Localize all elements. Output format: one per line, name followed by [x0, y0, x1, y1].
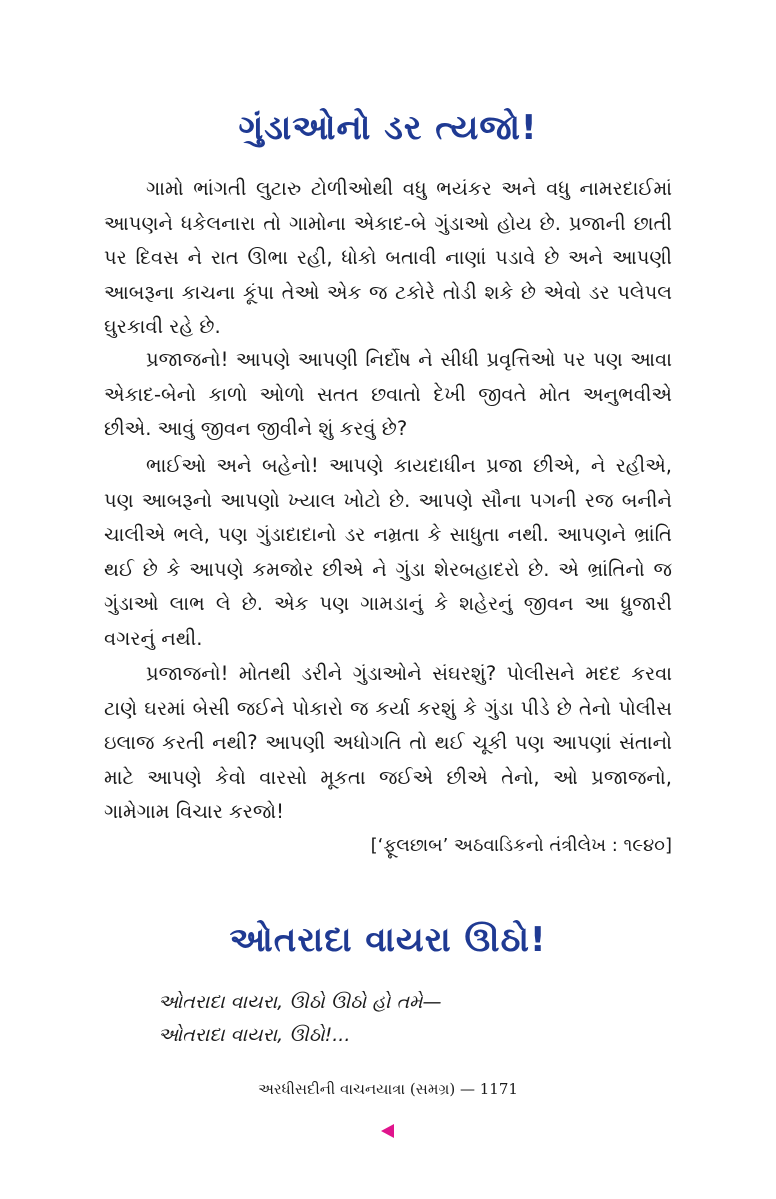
paragraph: ગામો ભાંગતી લુટારુ ટોળીઓથી વધુ ભયંકર અને વધુ નામરદાઈમાં આપણને ધકેલનારા તો ગામોના એકાદ-બે ગુંડાઓ હોય છે. પ્રજાની છાતી પર દિવસ ને રાત ઊભા રહી, ધોકો બતાવી નાણાં પડાવે છે અને આપણી આબરૂના કાચના કૂંપા તેઓ એક જ ટકોરે તોડી શકે છે એવો ડર પલેપલ ઘુરકાવી રહે છે.	[104, 177, 672, 338]
source-citation: [‘ફૂલછાબ’ અઠવાડિકનો તંત્રીલેખ : ૧૯૪૦]	[370, 835, 672, 856]
paragraph: પ્રજાજનો! આપણે આપણી નિર્દોષ ને સીધી પ્રવૃત્તિઓ પર પણ આવા એકાદ-બેનો કાળો ઓળો સતત છવાતો દેખી જીવતે મોત અનુભવીએ છીએ. આવું જીવન જીવીને શું કરવું છે?	[104, 348, 672, 440]
poem-line: ઓતરાદા વાયરા, ઊઠો ઊઠો હો તમે—	[158, 991, 442, 1013]
page-footer: અરધીસદીની વાચનયાત્રા (સમગ્ર) — 1171	[258, 1080, 518, 1098]
article-title: ગુંડાઓનો ડર ત્યજો!	[238, 108, 538, 148]
poem	[158, 986, 441, 1052]
poem-line: ઓતરાદા વાયરા, ઊઠો!...	[158, 1024, 351, 1046]
paragraph: પ્રજાજનો! મોતથી ડરીને ગુંડાઓને સંઘરશું? પોલીસને મદદ કરવા ટાણે ઘરમાં બેસી જઈને પોકારો જ કર્યા કરશું કે ગુંડા પીડે છે તેનો પોલીસ ઇલાજ કરતી નથી? આપણી અધોગતિ તો થઈ ચૂકી પણ આપણાં સંતાનો માટે આપણે કેવો વારસો મૂકતા જઈએ છીએ તેનો, ઓ પ્રજાજનો, ગામેગામ વિચાર કરજો!	[104, 662, 672, 823]
poem-title: ઓતરાદા વાયરા ઊઠો!	[229, 920, 547, 960]
left-arrow-icon	[381, 1124, 394, 1138]
paragraph: ભાઈઓ અને બહેનો! આપણે કાયદાધીન પ્રજા છીએ, ને રહીએ, પણ આબરૂનો આપણો ખ્યાલ ખોટો છે. આપણે સૌના પગની રજ બનીને ચાલીએ ભલે, પણ ગુંડાદાદાનો ડર નમ્રતા કે સાધુતા નથી. આપણને ભ્રાંતિ થઈ છે કે આપણે કમજોર છીએ ને ગુંડા શેરબહાદરો છે. એ ભ્રાંતિનો જ ગુંડાઓ લાભ લે છે. એક પણ ગામડાનું કે શહેરનું જીવન આ ધ્રુજારી વગરનું નથી.	[104, 454, 672, 650]
